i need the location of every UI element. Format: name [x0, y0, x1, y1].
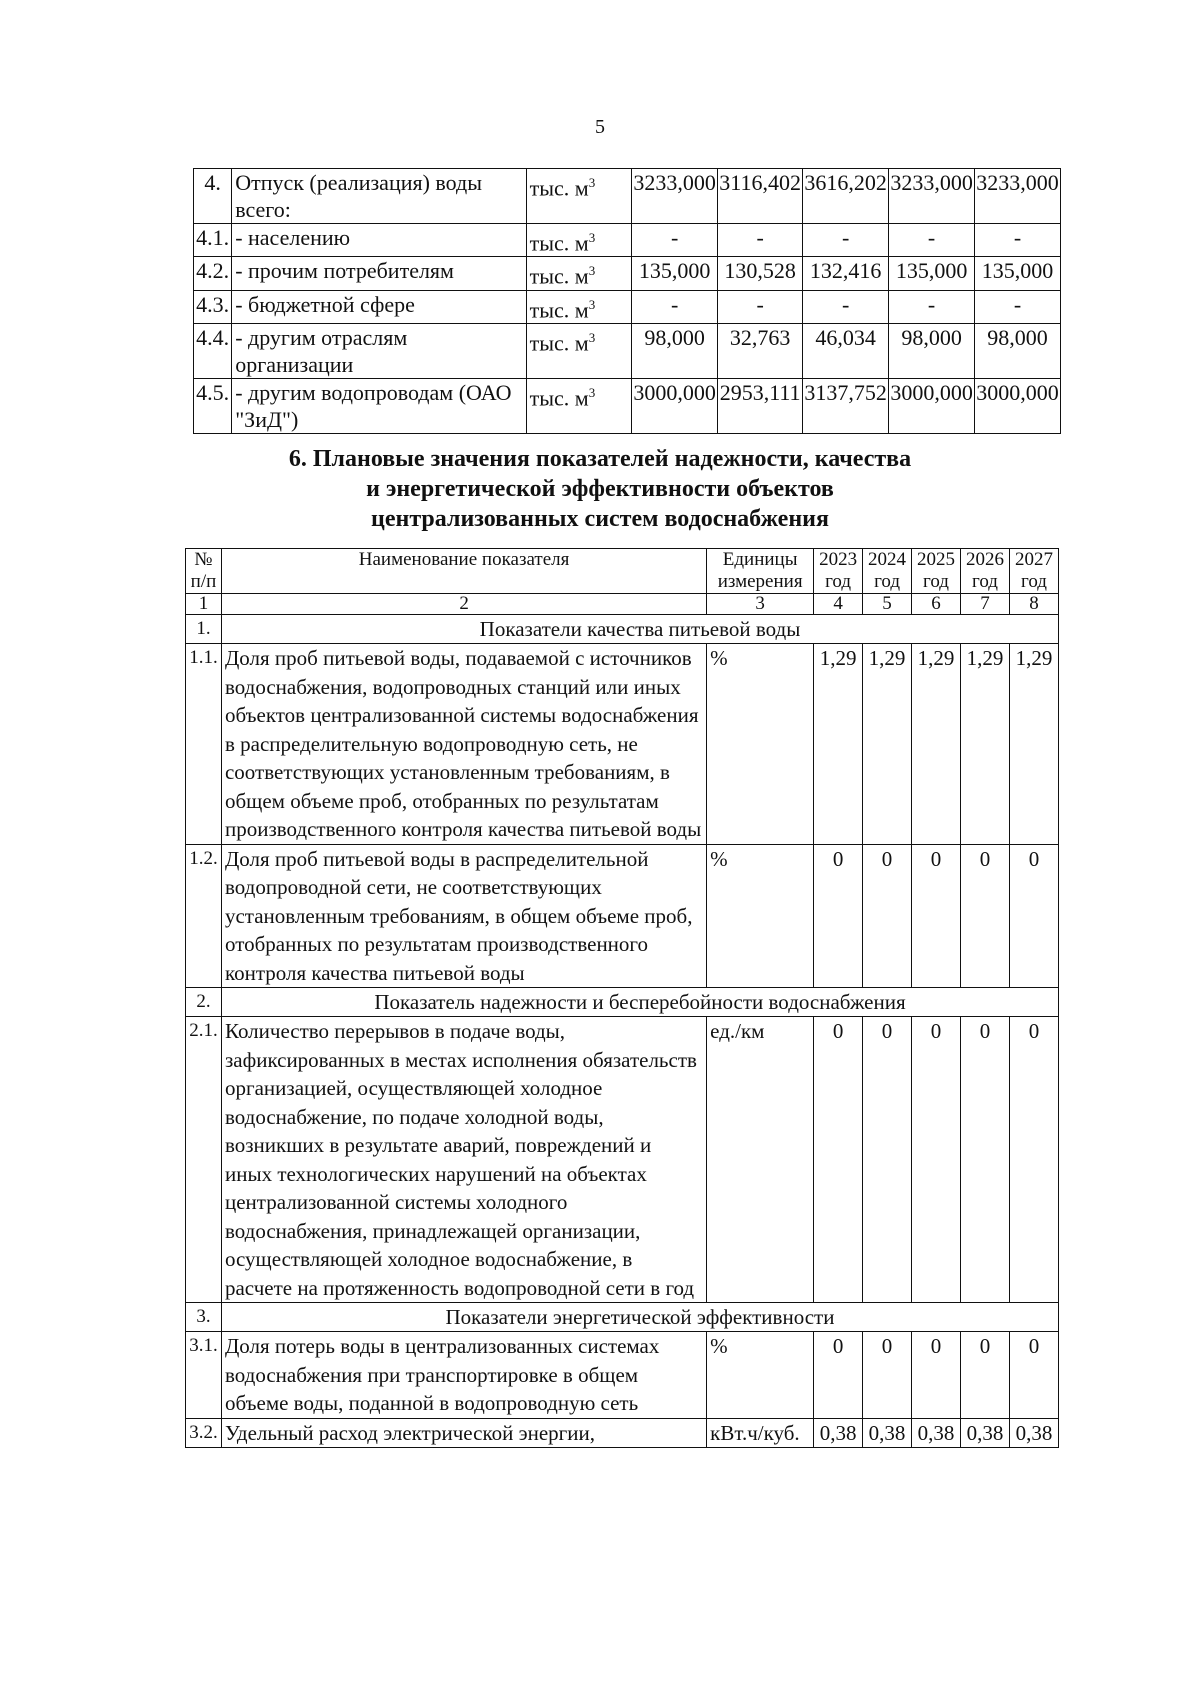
row-number: 3.1.	[186, 1332, 222, 1419]
row-value: 0	[814, 1017, 863, 1303]
table-row	[186, 844, 1059, 988]
row-value: -	[975, 290, 1061, 323]
header-year-2024: 2024 год	[863, 549, 912, 594]
section-heading-line-2: и энергетической эффективности объектов	[366, 476, 834, 502]
row-value: -	[975, 224, 1061, 257]
row-value: 0	[912, 1017, 961, 1303]
row-number: 4.2.	[194, 257, 232, 290]
row-value: 3233,000	[889, 169, 975, 224]
row-value: 0	[961, 1017, 1010, 1303]
group-number: 2.	[186, 988, 222, 1017]
index-cell: 5	[863, 594, 912, 615]
row-value: 0	[912, 1332, 961, 1419]
row-name: - другим отраслям организации	[232, 323, 526, 378]
row-number: 4.4.	[194, 323, 232, 378]
row-number: 4.	[194, 169, 232, 224]
row-number: 2.1.	[186, 1017, 222, 1303]
row-value: 3233,000	[632, 169, 718, 224]
row-value: 0	[1009, 1332, 1058, 1419]
group-number: 3.	[186, 1303, 222, 1332]
section-heading-line-3: централизованных систем водоснабжения	[371, 506, 829, 532]
row-name: Доля проб питьевой воды в распределительной водопроводной сети, не соответствующих установленным требованиям, в общем объеме проб, отобранных по результатам производственного контроля качества питьевой воды	[221, 844, 706, 988]
group-title: Показатели качества питьевой воды	[221, 615, 1058, 644]
row-value: 1,29	[961, 644, 1010, 845]
row-number: 4.5.	[194, 378, 232, 433]
table-row	[186, 1332, 1059, 1419]
row-name: - прочим потребителям	[232, 257, 526, 290]
row-value: 0	[961, 844, 1010, 988]
row-name: Доля потерь воды в централизованных системах водоснабжения при транспортировке в общем объеме воды, поданной в водопроводную сеть	[221, 1332, 706, 1419]
row-value: 0	[863, 1017, 912, 1303]
row-value: 0	[912, 844, 961, 988]
unit-base: тыс. м	[529, 330, 589, 356]
row-value: 0	[863, 1332, 912, 1419]
row-unit	[526, 323, 632, 378]
row-value: 98,000	[975, 323, 1061, 378]
unit-exponent: 3	[588, 230, 596, 245]
column-index-row	[186, 594, 1059, 615]
row-name: Отпуск (реализация) воды всего:	[232, 169, 526, 224]
row-name: - другим водопроводам (ОАО "ЗиД")	[232, 378, 526, 433]
group-title: Показатели энергетической эффективности	[221, 1303, 1058, 1332]
unit-base: тыс. м	[529, 230, 589, 256]
index-cell: 6	[912, 594, 961, 615]
group-title: Показатель надежности и бесперебойности водоснабжения	[221, 988, 1058, 1017]
row-value: 0,38	[1009, 1418, 1058, 1448]
row-value: -	[889, 224, 975, 257]
row-value: 0	[814, 844, 863, 988]
row-value: 135,000	[632, 257, 718, 290]
row-value: 1,29	[912, 644, 961, 845]
row-value: 0	[814, 1332, 863, 1419]
row-unit: кВт.ч/куб.	[707, 1418, 814, 1448]
group-number: 1.	[186, 615, 222, 644]
row-value: 32,763	[718, 323, 803, 378]
row-unit: %	[707, 844, 814, 988]
row-value: 3616,202	[803, 169, 889, 224]
row-value: 130,528	[718, 257, 803, 290]
index-cell: 4	[814, 594, 863, 615]
row-value: 1,29	[863, 644, 912, 845]
section-heading	[0, 444, 1200, 534]
index-cell: 3	[707, 594, 814, 615]
row-number: 4.3.	[194, 290, 232, 323]
row-name: Удельный расход электрической энергии,	[221, 1418, 706, 1448]
row-number: 1.1.	[186, 644, 222, 845]
header-num: № п/п	[186, 549, 222, 594]
row-value: 98,000	[632, 323, 718, 378]
row-value: 98,000	[889, 323, 975, 378]
row-value: 0	[961, 1332, 1010, 1419]
row-unit: ед./км	[707, 1017, 814, 1303]
table-row	[194, 290, 1061, 323]
row-value: 1,29	[814, 644, 863, 845]
group-row	[186, 615, 1059, 644]
row-name: - бюджетной сфере	[232, 290, 526, 323]
row-number: 4.1.	[194, 224, 232, 257]
row-value: -	[718, 290, 803, 323]
table-row	[194, 257, 1061, 290]
table-row	[186, 644, 1059, 845]
row-unit: %	[707, 1332, 814, 1419]
row-name: - населению	[232, 224, 526, 257]
table-row	[194, 378, 1061, 433]
unit-base: тыс. м	[529, 296, 589, 322]
row-value: -	[803, 224, 889, 257]
page-number: 5	[595, 116, 605, 138]
water-supply-table	[193, 168, 1061, 434]
row-value: 135,000	[889, 257, 975, 290]
row-value: 3137,752	[803, 378, 889, 433]
row-unit: %	[707, 644, 814, 845]
row-value: 1,29	[1009, 644, 1058, 845]
unit-exponent: 3	[588, 263, 596, 279]
header-year-2026: 2026 год	[961, 549, 1010, 594]
header-name: Наименование показателя	[221, 549, 706, 594]
row-value: -	[889, 290, 975, 323]
unit-base: тыс. м	[529, 385, 589, 411]
indicators-table	[185, 548, 1059, 1448]
table-row	[186, 1418, 1059, 1448]
section-heading-line-1: 6. Плановые значения показателей надежности, качества	[288, 446, 912, 472]
row-value: 3233,000	[975, 169, 1061, 224]
row-unit	[526, 290, 632, 323]
row-value: 46,034	[803, 323, 889, 378]
row-value: -	[718, 224, 803, 257]
table-row	[186, 1017, 1059, 1303]
row-name: Доля проб питьевой воды, подаваемой с источников водоснабжения, водопроводных станций или иных объектов централизованной системы водоснабжения в распределительную водопроводную сеть, не соответствующих установленным требованиям, в общем объеме проб, отобранных по результатам производственного контроля качества питьевой воды	[221, 644, 706, 845]
table-row	[194, 224, 1061, 257]
unit-exponent: 3	[588, 296, 596, 312]
unit-exponent: 3	[588, 384, 596, 400]
group-row	[186, 988, 1059, 1017]
index-cell: 7	[961, 594, 1010, 615]
row-unit	[526, 378, 632, 433]
row-value: 3116,402	[718, 169, 803, 224]
row-value: 0,38	[863, 1418, 912, 1448]
index-cell: 1	[186, 594, 222, 615]
row-value: 2953,111	[718, 378, 803, 433]
row-value: 0	[1009, 1017, 1058, 1303]
header-year-2023: 2023 год	[814, 549, 863, 594]
row-value: 0,38	[961, 1418, 1010, 1448]
header-year-2025: 2025 год	[912, 549, 961, 594]
row-number: 1.2.	[186, 844, 222, 988]
row-unit	[526, 169, 632, 224]
table-header-row	[186, 549, 1059, 594]
row-unit	[526, 224, 632, 257]
row-value: 0,38	[912, 1418, 961, 1448]
row-unit	[526, 257, 632, 290]
row-value: 3000,000	[632, 378, 718, 433]
row-name: Количество перерывов в подаче воды, зафиксированных в местах исполнения обязательств организацией, осуществляющей холодное водоснабжение, по подаче холодной воды, возникших в результате аварий, повреждений и иных технологических нарушений на объектах централизованной системы холодного водоснабжения, принадлежащей организации, осуществляющей холодное водоснабжение, в расчете на протяженность водопроводной сети в год	[221, 1017, 706, 1303]
unit-base: тыс. м	[529, 175, 589, 201]
row-number: 3.2.	[186, 1418, 222, 1448]
header-year-2027: 2027 год	[1009, 549, 1058, 594]
row-value: 0,38	[814, 1418, 863, 1448]
unit-exponent: 3	[588, 175, 596, 190]
group-row	[186, 1303, 1059, 1332]
header-unit: Единицы измерения	[707, 549, 814, 594]
row-value: 135,000	[975, 257, 1061, 290]
row-value: -	[803, 290, 889, 323]
unit-base: тыс. м	[529, 263, 589, 289]
table-row	[194, 323, 1061, 378]
row-value: 0	[1009, 844, 1058, 988]
row-value: 132,416	[803, 257, 889, 290]
row-value: 3000,000	[889, 378, 975, 433]
row-value: -	[632, 290, 718, 323]
table-row	[194, 169, 1061, 224]
index-cell: 8	[1009, 594, 1058, 615]
row-value: 3000,000	[975, 378, 1061, 433]
unit-exponent: 3	[588, 329, 596, 345]
index-cell: 2	[221, 594, 706, 615]
row-value: -	[632, 224, 718, 257]
row-value: 0	[863, 844, 912, 988]
